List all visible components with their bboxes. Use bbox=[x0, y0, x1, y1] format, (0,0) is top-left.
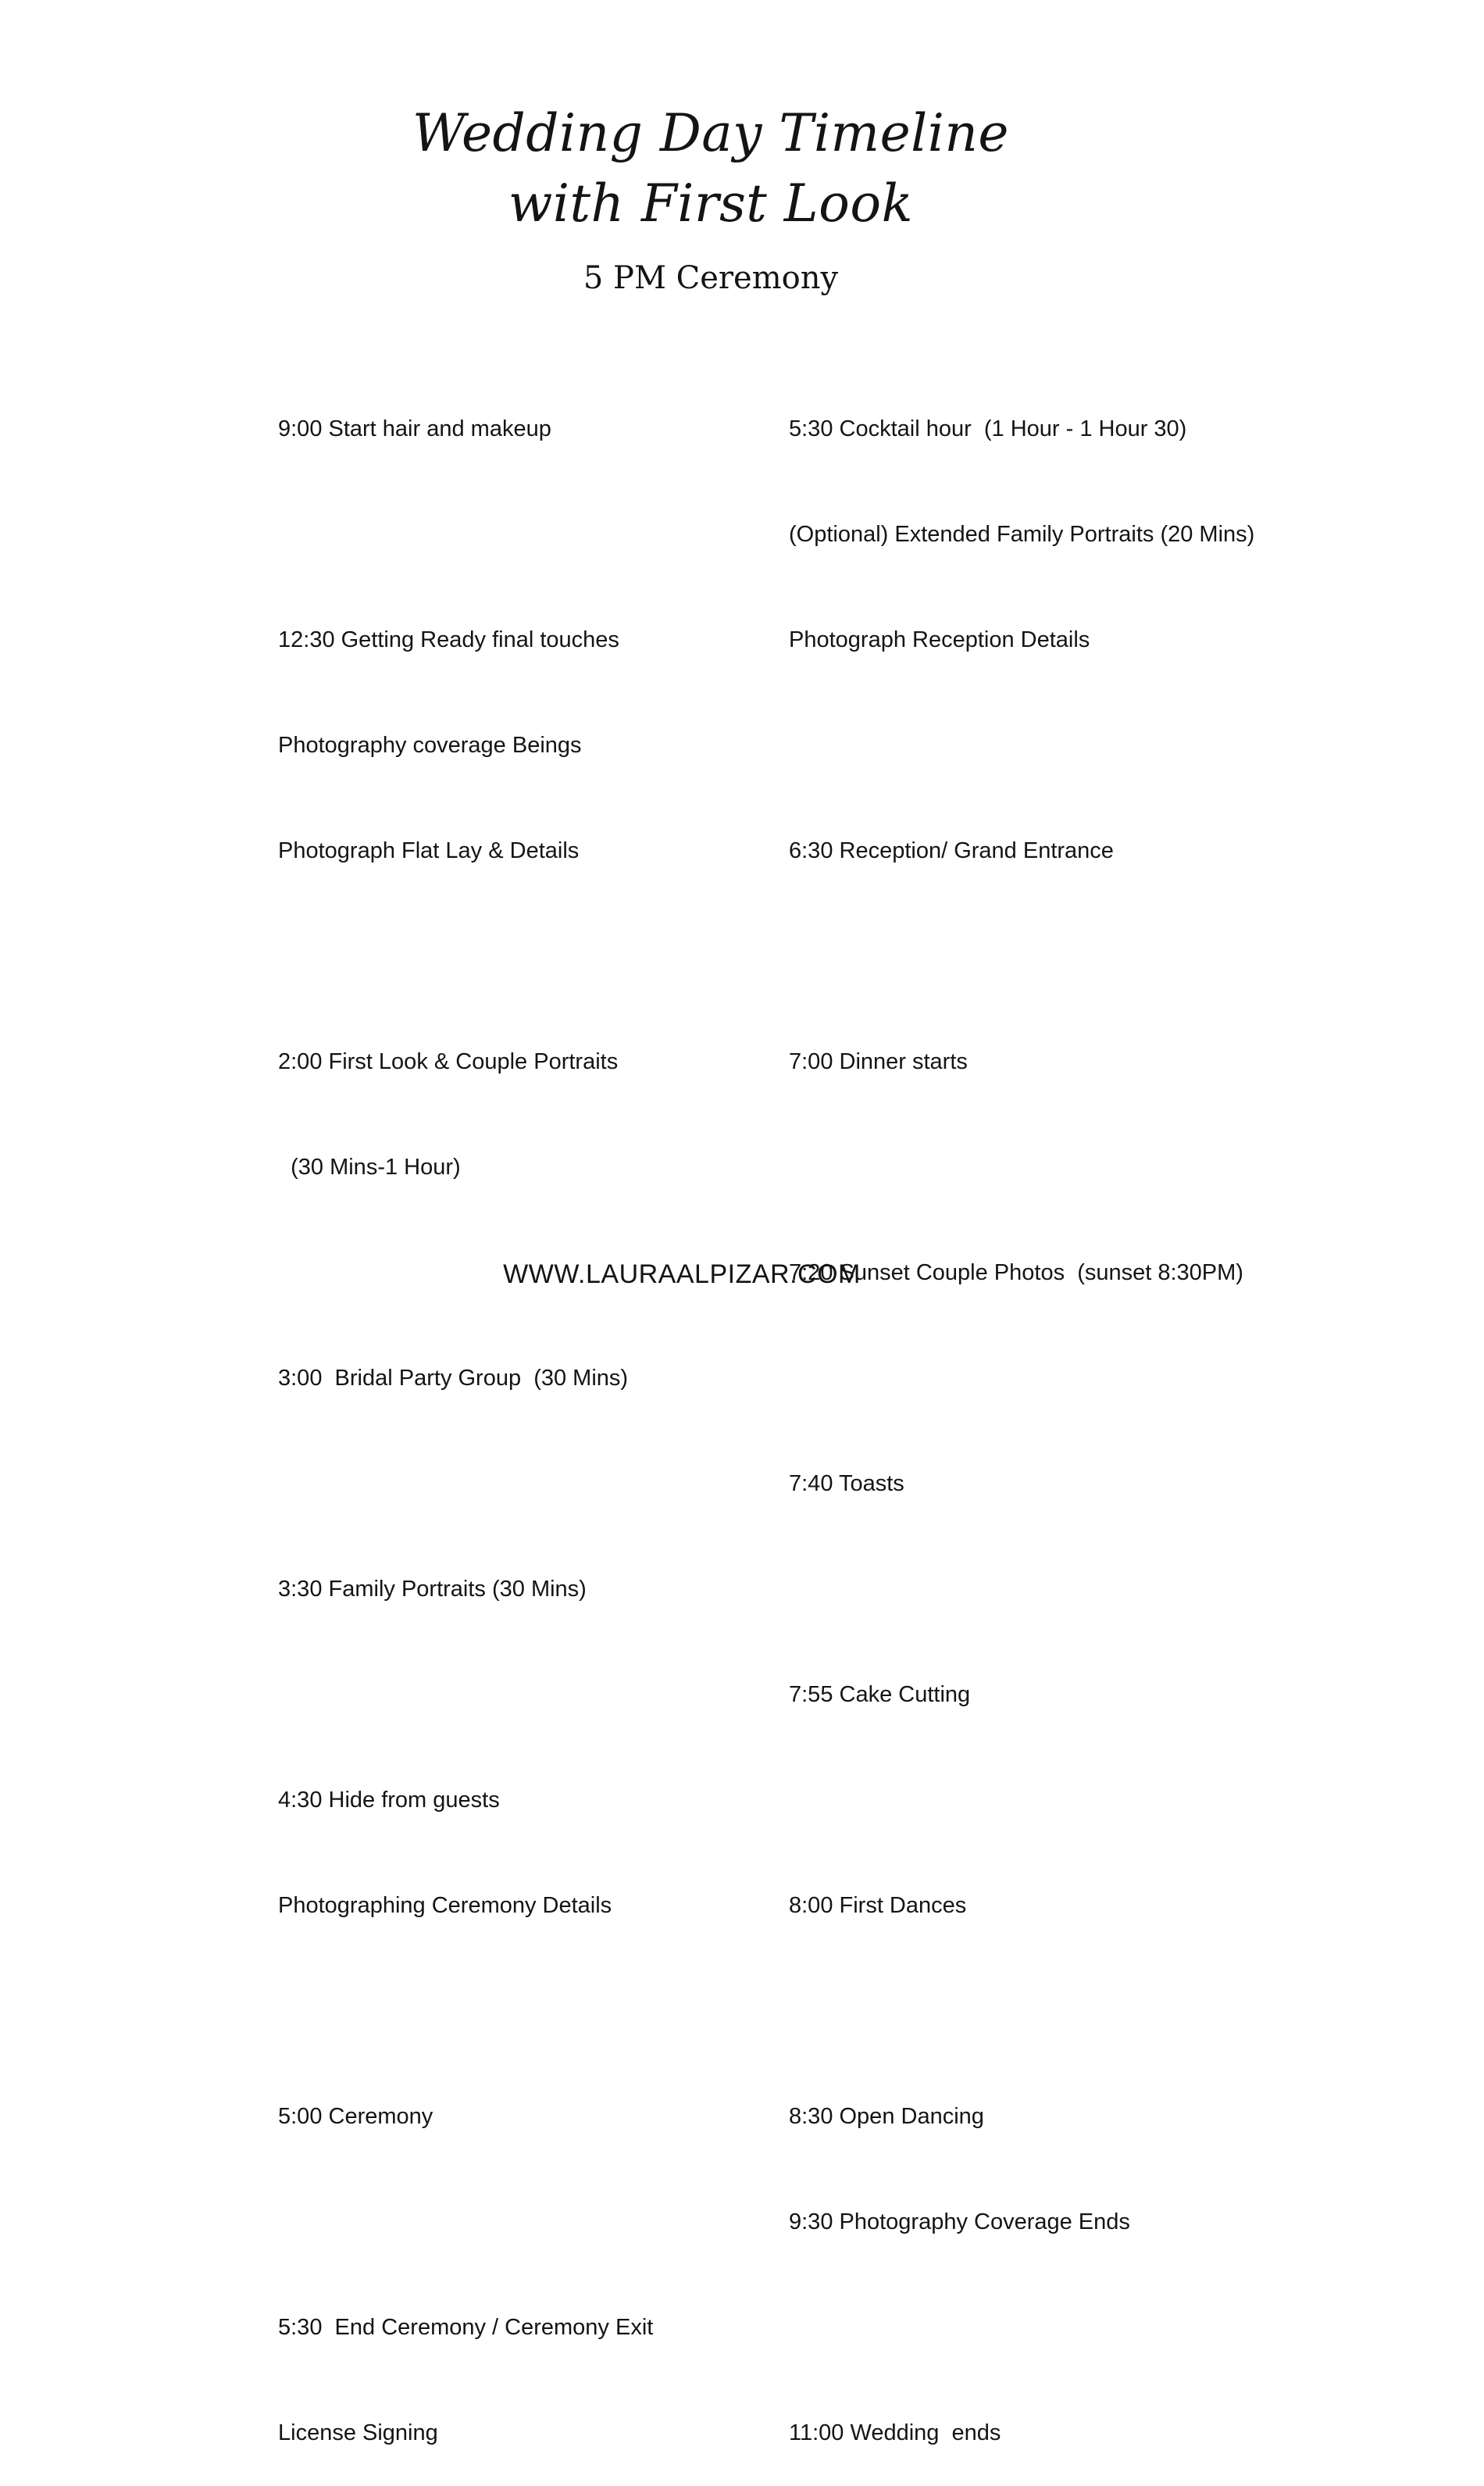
timeline-line: (30 Mins-1 Hour) bbox=[278, 1155, 461, 1180]
timeline-line: 2:00 First Look & Couple Portraits bbox=[278, 1049, 619, 1074]
timeline-line: 3:00 Bridal Party Group (30 Mins) bbox=[278, 1366, 629, 1391]
timeline-line bbox=[789, 1994, 1289, 2029]
timeline-line: 4:30 Hide from guests bbox=[278, 1788, 500, 1813]
timeline-line bbox=[278, 1994, 762, 2029]
timeline-right-column bbox=[789, 341, 1289, 2486]
timeline-left-column bbox=[278, 341, 762, 2486]
timeline-line bbox=[789, 1783, 1289, 1818]
timeline-line: 8:00 First Dances bbox=[789, 1893, 967, 1918]
timeline-line: 7:55 Cake Cutting bbox=[789, 1682, 971, 1707]
timeline-line bbox=[789, 1150, 1289, 1185]
timeline-line bbox=[278, 517, 762, 552]
timeline-line: Photographing Ceremony Details bbox=[278, 1893, 612, 1918]
timeline-line bbox=[278, 939, 762, 974]
title-line-2: with First Look bbox=[508, 173, 914, 234]
subtitle: 5 PM Ceremony bbox=[583, 260, 839, 296]
timeline-line bbox=[278, 1677, 762, 1713]
website-url: WWW.LAURAALPIZAR.COM bbox=[503, 1259, 861, 1289]
timeline-line: 3:30 Family Portraits (30 Mins) bbox=[278, 1577, 587, 1602]
timeline-line: 9:00 Start hair and makeup bbox=[278, 416, 551, 441]
timeline-line bbox=[789, 2310, 1289, 2345]
timeline-line: 7:00 Dinner starts bbox=[789, 1049, 968, 1074]
timeline-line bbox=[278, 1466, 762, 1502]
timeline-line: 9:30 Photography Coverage Ends bbox=[789, 2209, 1130, 2234]
timeline-line: 11:00 Wedding ends bbox=[789, 2420, 1001, 2445]
timeline-line bbox=[789, 728, 1289, 763]
timeline-line: 7:20 Sunset Couple Photos (sunset 8:30PM) bbox=[789, 1260, 1243, 1285]
timeline-line: License Signing bbox=[278, 2420, 438, 2445]
timeline-line bbox=[278, 2205, 762, 2240]
timeline-line bbox=[789, 1361, 1289, 1396]
timeline-line: 8:30 Open Dancing bbox=[789, 2104, 984, 2129]
timeline-line: 5:00 Ceremony bbox=[278, 2104, 433, 2129]
timeline-line: 5:30 Cocktail hour (1 Hour - 1 Hour 30) bbox=[789, 416, 1187, 441]
timeline-line bbox=[789, 939, 1289, 974]
timeline-line bbox=[789, 1572, 1289, 1607]
timeline-line: 5:30 End Ceremony / Ceremony Exit bbox=[278, 2315, 654, 2340]
title-line-1: Wedding Day Timeline bbox=[412, 103, 1009, 163]
timeline-line: 12:30 Getting Ready final touches bbox=[278, 627, 619, 652]
timeline-line: 7:40 Toasts bbox=[789, 1471, 904, 1496]
timeline-line: Photograph Reception Details bbox=[789, 627, 1090, 652]
timeline-line: 6:30 Reception/ Grand Entrance bbox=[789, 838, 1114, 863]
timeline-line: (Optional) Extended Family Portraits (20 Mins) bbox=[789, 522, 1255, 547]
timeline-line: Photograph Flat Lay & Details bbox=[278, 838, 580, 863]
timeline-line: Photography coverage Beings bbox=[278, 733, 582, 758]
